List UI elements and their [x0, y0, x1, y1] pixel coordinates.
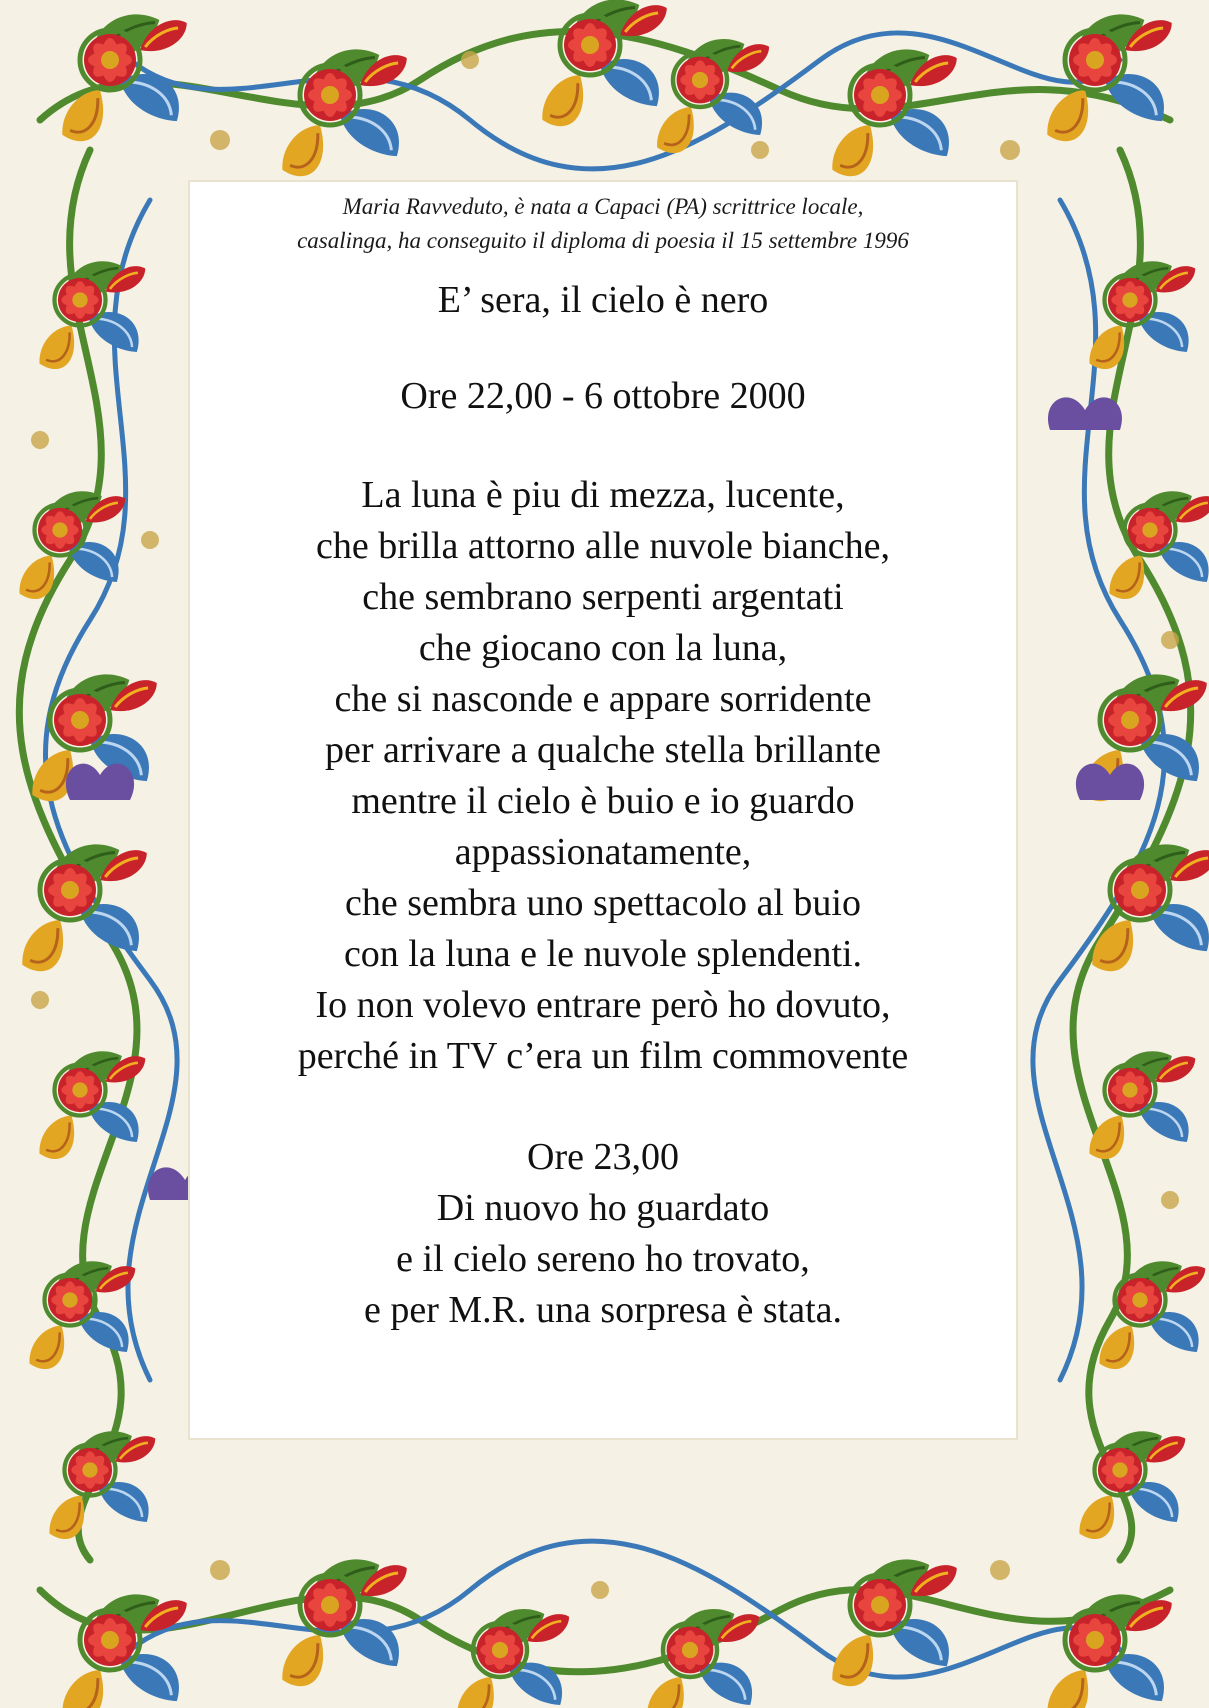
poem-time: Ore 22,00 - 6 ottobre 2000: [400, 375, 806, 417]
poem-title: E’ sera, il cielo è nero: [437, 279, 769, 321]
verse-line: Io non volevo entrare però ho dovuto,: [315, 984, 891, 1026]
poem-content: [188, 180, 1018, 1336]
verse-line: Di nuovo ho guardato: [436, 1187, 770, 1229]
verse-line: La luna è piu di mezza, lucente,: [361, 474, 845, 516]
verse-line: mentre il cielo è buio e io guardo: [351, 780, 855, 822]
verse-line: che si nasconde e appare sorridente: [334, 678, 872, 720]
verse-line: e per M.R. una sorpresa è stata.: [363, 1289, 842, 1331]
verse-line: appassionatamente,: [454, 831, 752, 873]
author-bio: [188, 190, 1018, 258]
bio-line: Maria Ravveduto, è nata a Capaci (PA) scrittrice locale,: [342, 194, 864, 219]
verse-line: Ore 23,00: [527, 1136, 679, 1178]
bio-line: casalinga, ha conseguito il diploma di poesia il 15 settembre 1996: [297, 228, 909, 253]
verse-line: perché in TV c’era un film commovente: [297, 1035, 909, 1077]
verse-line: che sembra uno spettacolo al buio: [344, 882, 861, 924]
verse-line: che giocano con la luna,: [418, 627, 788, 669]
poem-stanza: [188, 1132, 1018, 1336]
verse-line: e il cielo sereno ho trovato,: [396, 1238, 810, 1280]
verse-line: che brilla attorno alle nuvole bianche,: [316, 525, 890, 567]
verse-line: che sembrano serpenti argentati: [362, 576, 844, 618]
verse-line: per arrivare a qualche stella brillante: [325, 729, 881, 771]
poem-stanza: [188, 470, 1018, 1082]
verse-line: con la luna e le nuvole splendenti.: [343, 933, 863, 975]
